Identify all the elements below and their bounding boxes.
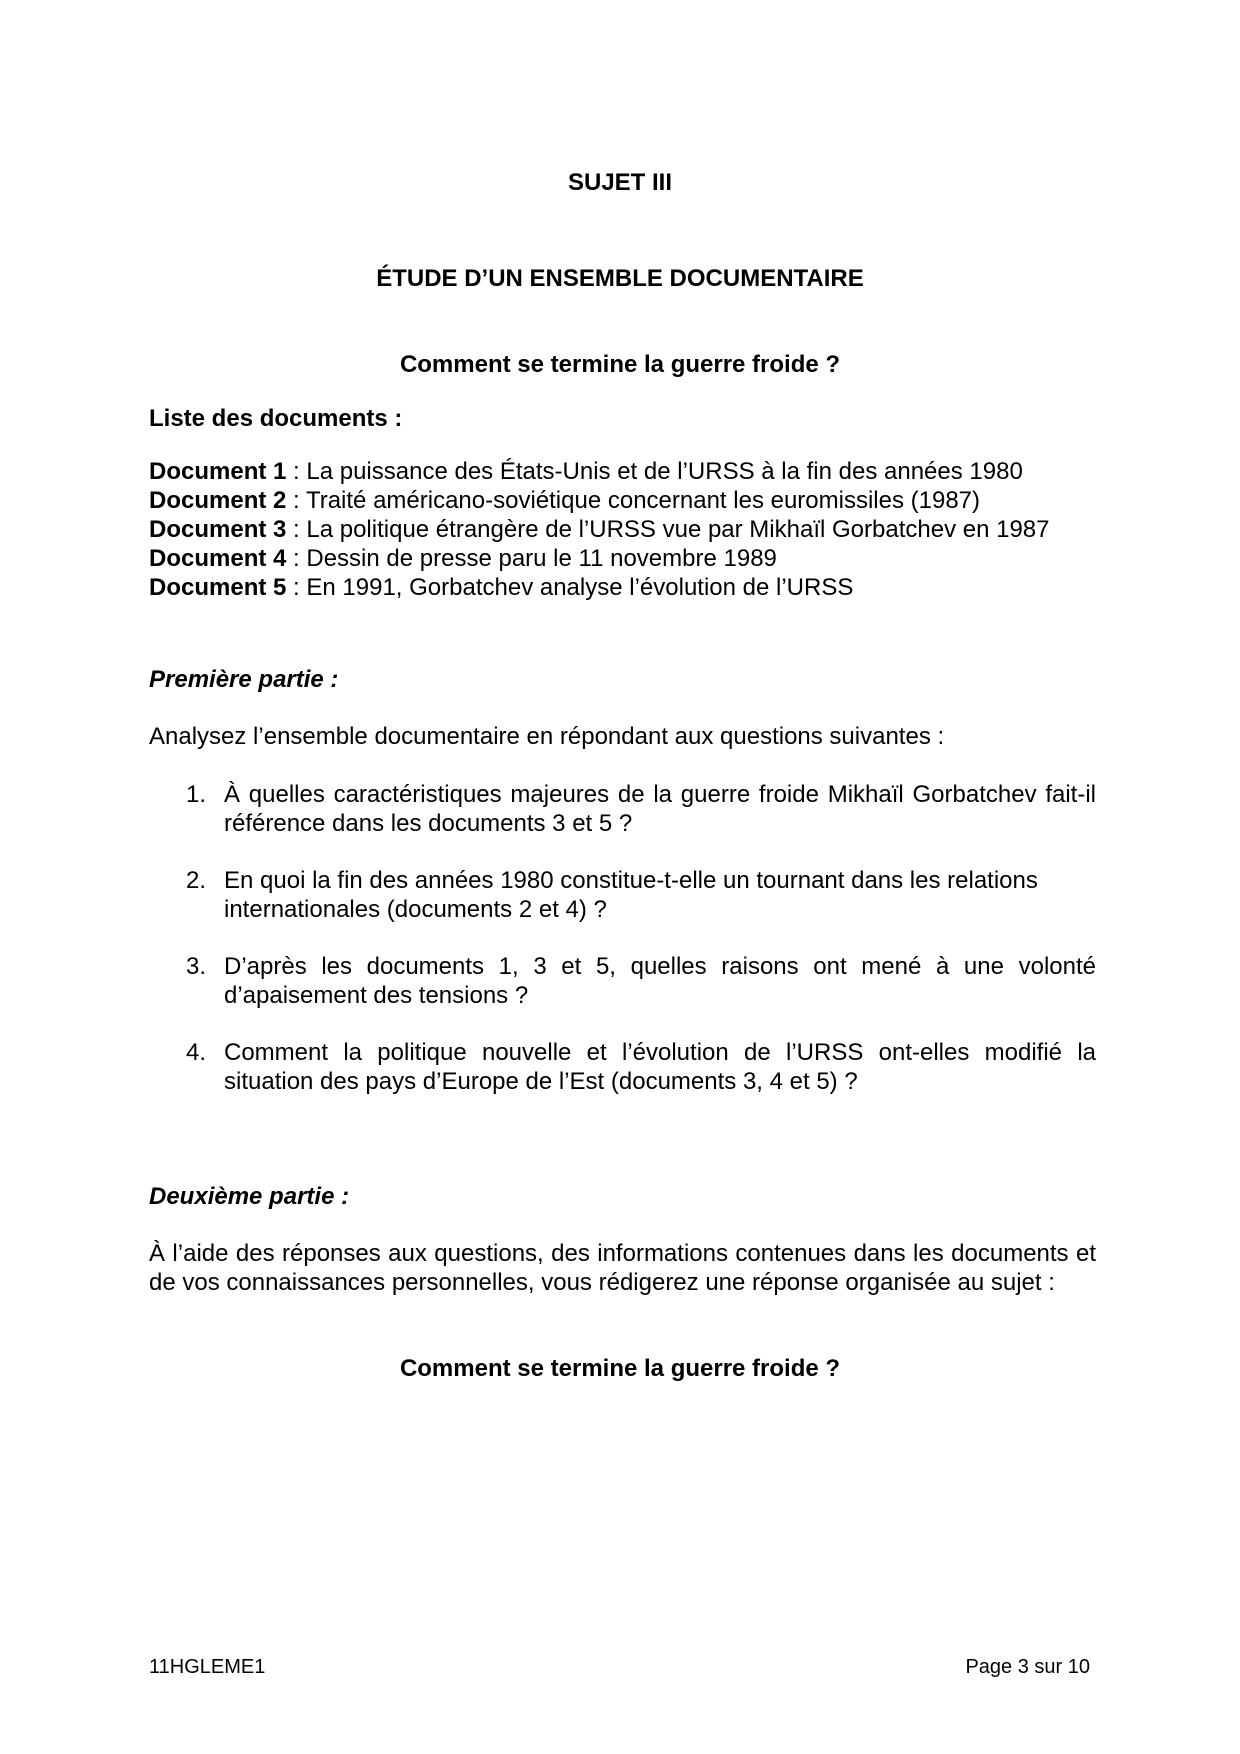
document-separator: :	[286, 574, 307, 601]
documents-heading: Liste des documents :	[149, 405, 403, 432]
part1-intro: Analysez l’ensemble documentaire en répondant aux questions suivantes :	[149, 723, 945, 750]
document-separator: :	[286, 458, 307, 485]
main-question: Comment se termine la guerre froide ?	[399, 351, 841, 378]
subject-title: SUJET III	[567, 169, 673, 196]
document-item	[149, 573, 1049, 602]
document-label: Document 5	[149, 574, 287, 601]
question-number: 3.	[185, 953, 206, 980]
part2-instructions: À l’aide des réponses aux questions, des informations contenues dans les documents et de vos connaissances personnelles, vous rédigerez une réponse organisée au sujet :	[149, 1240, 1096, 1296]
document-item	[149, 486, 1049, 515]
footer-code: 11HGLEME1	[149, 1656, 266, 1678]
part2-question: Comment se termine la guerre froide ?	[399, 1355, 841, 1382]
document-separator: :	[286, 516, 307, 543]
document-description: En 1991, Gorbatchev analyse l’évolution de l’URSS	[306, 574, 854, 601]
document-description: La puissance des États-Unis et de l’URSS à la fin des années 1980	[306, 458, 1023, 485]
document-description: Traité américano-soviétique concernant les euromissiles (1987)	[305, 487, 981, 514]
document-label: Document 2	[149, 487, 287, 514]
document-item	[149, 515, 1049, 544]
document-description: La politique étrangère de l’URSS vue par Mikhaïl Gorbatchev en 1987	[306, 516, 1050, 543]
question-text: D’après les documents 1, 3 et 5, quelles raisons ont mené à une volonté d’apaisement des tensions ?	[224, 953, 1096, 1009]
exercise-title: ÉTUDE D’UN ENSEMBLE DOCUMENTAIRE	[376, 265, 864, 292]
document-label: Document 1	[149, 458, 287, 485]
question-text: À quelles caractéristiques majeures de la guerre froide Mikhaïl Gorbatchev fait-il référence dans les documents 3 et 5 ?	[224, 781, 1096, 837]
document-item	[149, 457, 1049, 486]
question-text: Comment la politique nouvelle et l’évolution de l’URSS ont-elles modifié la situation des pays d’Europe de l’Est (documents 3, 4 et 5) ?	[224, 1039, 1096, 1095]
question-number: 4.	[185, 1039, 206, 1066]
document-description: Dessin de presse paru le 11 novembre 1989	[306, 545, 777, 572]
page-number: Page 3 sur 10	[965, 1656, 1090, 1678]
document-label: Document 4	[149, 545, 287, 572]
documents-list	[149, 457, 1049, 602]
document-separator: :	[286, 487, 306, 514]
document-label: Document 3	[149, 516, 287, 543]
document-item	[149, 544, 1049, 573]
question-number: 2.	[185, 867, 206, 894]
question-number: 1.	[185, 781, 206, 808]
document-separator: :	[286, 545, 307, 572]
part2-heading: Deuxième partie :	[149, 1183, 350, 1210]
part1-heading: Première partie :	[149, 666, 339, 693]
question-text: En quoi la fin des années 1980 constitue-t-elle un tournant dans les relations internationales (documents 2 et 4) ?	[224, 867, 1038, 923]
